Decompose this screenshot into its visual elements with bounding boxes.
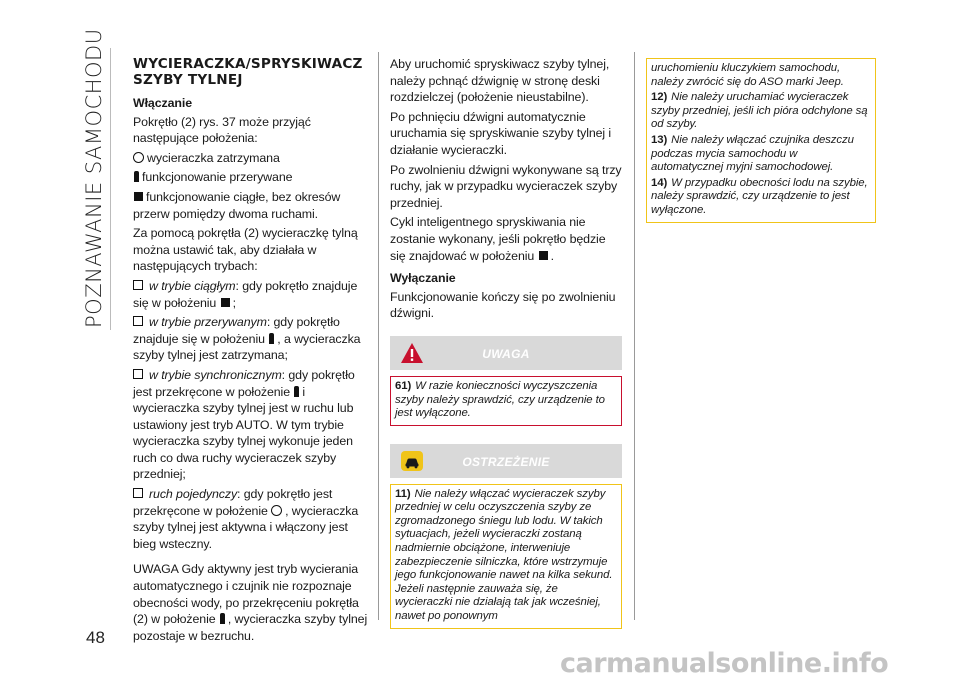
off-position-icon [133, 152, 144, 163]
column-divider [634, 52, 635, 620]
caution-label: UWAGA [482, 346, 530, 361]
bullet-square-icon [133, 369, 143, 379]
caution-box: 61) W razie konieczności wyczyszczenia szyby należy sprawdzić, czy urządzenie to jest wyłączone. [390, 376, 622, 426]
position-continuous: funkcjonowanie ciągłe, bez okresów przerw pomiędzy dwoma ruchami. [133, 189, 341, 221]
warning-label: OSTRZEŻENIE [462, 454, 550, 469]
subheading-on: Włączanie [133, 96, 193, 110]
bullet-square-icon [133, 280, 143, 290]
continuous-position-icon [221, 298, 230, 307]
column-2 [390, 56, 622, 629]
mode-intermittent: w trybie przerywanym: gdy pokrętło znajduje się w położeniu , a wycieraczka szyby tylnej jest zatrzymana; [133, 315, 361, 363]
paragraph: Po pchnięciu dźwigni automatycznie uruchamia się spryskiwanie szyby tylnej i działanie wycieraczki. [390, 109, 612, 157]
section-title-vertical: POZNAWANIE SAMOCHODU [82, 28, 106, 328]
note-text: UWAGA Gdy aktywny jest tryb wycierania automatycznego i czujnik nie rozpoznaje obecności wody, po przekręceniu pokrętła (2) w położenie , wycieraczka szyby tylnej pozostaje w bezruchu. [133, 562, 368, 643]
page-number: 48 [86, 628, 105, 647]
modes-intro: Za pomocą pokrętła (2) wycieraczkę tylną można ustawić tak, aby działała w następujących trybach: [133, 226, 358, 274]
column-1 [133, 56, 369, 647]
position-off: wycieraczka zatrzymana [133, 150, 369, 167]
watermark: carmanualsonline.info [560, 648, 889, 679]
position-intermittent: funkcjonowanie przerywane [133, 169, 369, 186]
intermittent-position-icon [294, 386, 299, 397]
intermittent-position-icon [220, 613, 225, 624]
column-divider [378, 52, 379, 620]
continuous-position-icon [134, 192, 143, 201]
paragraph: Po zwolnieniu dźwigni wykonywane są trzy ruchy, jak w przypadku wycieraczek szyby przedniej. [390, 162, 622, 210]
intro-text: Pokrętło (2) rys. 37 może przyjąć następujące położenia: [133, 114, 311, 146]
continuous-position-icon [539, 251, 548, 260]
warning-header [390, 444, 622, 478]
paragraph: Aby uruchomić spryskiwacz szyby tylnej, należy pchnąć dźwignię w stronę deski rozdzielczej (położenie nieustabilne). [390, 57, 610, 105]
mode-synchronous: w trybie synchronicznym: gdy pokrętło jest przekręcone w położenie i wycieraczka szyby tylnej jest w ruchu lub ustawiony jest tryb AUTO. W tym trybie wycieraczka szyby tylnej wykonuje jeden ruch co dwa ruchy wycieraczek szyby przedniej; [133, 367, 355, 482]
mode-continuous: w trybie ciągłym: gdy pokrętło znajduje się w położeniu ; [133, 278, 358, 310]
subheading-off: Wyłączanie [390, 271, 456, 286]
warning-box-continued: uruchomieniu kluczykiem samochodu, należy zwrócić się do ASO marki Jeep. 12) Nie należy uruchamiać wycieraczek szyby przedniej, jeśli ich pióra odchylone są od szyby. 13) Nie należy włączać czujnika deszczu podczas mycia samochodu w automatycznej myjni samochodowej. 14) W przypadku obecności lodu na szybie, należy sprawdzić, czy urządzenie to jest wyłączone. [646, 58, 876, 223]
section-heading: WYCIERACZKA/SPRYSKIWACZ SZYBY TYLNEJ [133, 56, 363, 88]
intermittent-position-icon [134, 171, 139, 182]
bullet-square-icon [133, 316, 143, 326]
paragraph: Funkcjonowanie kończy się po zwolnieniu dźwigni. [390, 289, 616, 321]
paragraph: Cykl inteligentnego spryskiwania nie zostanie wykonany, jeśli pokrętło będzie się znajdować w położeniu . [390, 215, 606, 263]
caution-header [390, 336, 622, 370]
bullet-square-icon [133, 488, 143, 498]
sidebar-divider [110, 48, 111, 330]
mode-single: ruch pojedynczy: gdy pokrętło jest przekręcone w położenie , wycieraczka szyby tylnej jest aktywna i włączony jest bieg wsteczny. [133, 487, 359, 551]
intermittent-position-icon [269, 333, 274, 344]
off-position-icon [271, 505, 282, 516]
column-3 [646, 58, 876, 223]
warning-box: 11) Nie należy włączać wycieraczek szyby przedniej w celu oczyszczenia szyby ze zgromadzonego śniegu lub lodu. W takich sytuacjach, jeżeli wycieraczki zostaną nadmiernie obciążone, interweniuje zabezpieczenie silniczka, które wstrzymuje jego funkcjonowanie nawet na kilka sekund. Jeżeli następnie zauważa się, że wycieraczki nie działają tak jak wcześniej, nawet po ponownym [390, 484, 622, 629]
